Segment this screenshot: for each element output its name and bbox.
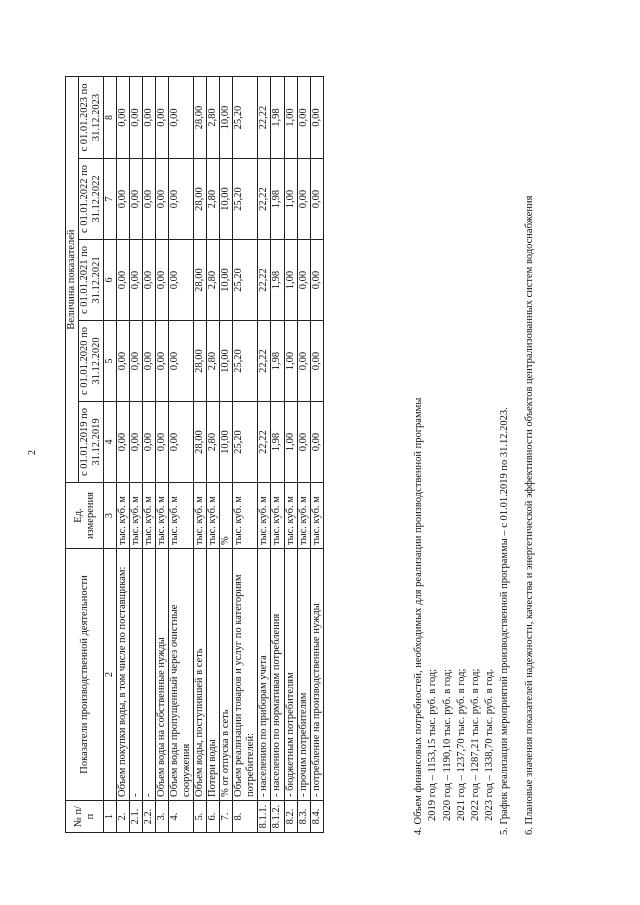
row-value: 2,80 (207, 159, 220, 240)
table-row (233, 77, 258, 833)
row-value: 22,22 (258, 159, 271, 240)
row-value: 22,22 (258, 402, 271, 483)
row-value: 0,00 (116, 402, 129, 483)
table-row (142, 77, 155, 833)
row-value: 0,00 (155, 159, 168, 240)
row-unit: тыс. куб. м (129, 483, 142, 549)
row-value: 1,00 (284, 240, 297, 321)
row-value: 2,80 (207, 321, 220, 402)
row-value: 0,00 (142, 402, 155, 483)
table-row (194, 77, 207, 833)
header-period-2022: с 01.01.2022 по 31.12.2022 (79, 159, 104, 240)
note-year-2022: 2022 год – 1287,21 тыс. руб. в год; (470, 668, 482, 821)
row-unit: тыс. куб. м (233, 483, 258, 549)
row-indicator: Потери воды (207, 549, 220, 801)
row-value: 25,20 (233, 240, 258, 321)
column-index: 8 (104, 77, 117, 159)
table-row (207, 77, 220, 833)
row-value: 0,00 (142, 321, 155, 402)
row-value: 0,00 (297, 77, 310, 159)
row-unit: % (220, 483, 233, 549)
header-values-group: Величина показателей (66, 77, 79, 483)
row-value: 10,00 (220, 77, 233, 159)
row-value: 1,00 (284, 77, 297, 159)
note-item-4: 4. Объем финансовых потребностей, необходимых для реализации производственной программы (413, 397, 424, 835)
row-unit: тыс. куб. м (297, 483, 310, 549)
row-number: 8.4. (310, 801, 323, 833)
row-value: 0,00 (129, 240, 142, 321)
table-row (258, 77, 271, 833)
note-item-6: 6. Плановые значения показателей надежности, качества и энергетической эффективности объектов централизованных систем водоснабжения (524, 195, 536, 835)
row-value: 0,00 (168, 159, 193, 240)
row-value: 25,20 (233, 321, 258, 402)
table-row (116, 77, 129, 833)
row-value: 0,00 (142, 159, 155, 240)
row-unit: тыс. куб. м (168, 483, 193, 549)
table-row (220, 77, 233, 833)
row-value: 10,00 (220, 321, 233, 402)
row-value: 1,98 (271, 321, 284, 402)
row-number: 7. (220, 801, 233, 833)
row-number: 4. (168, 801, 193, 833)
row-value: 10,00 (220, 159, 233, 240)
page-number: 2 (27, 450, 38, 455)
row-value: 25,20 (233, 159, 258, 240)
row-value: 1,00 (284, 321, 297, 402)
row-number: 5. (194, 801, 207, 833)
row-value: 0,00 (129, 321, 142, 402)
table-row (284, 77, 297, 833)
row-indicator: - бюджетным потребителям (284, 549, 297, 801)
row-indicator: Объем воды на собственные нужды (155, 549, 168, 801)
note-year-2019: 2019 год – 1153,15 тыс. руб. в год; (427, 668, 439, 821)
row-indicator: Объем реализации товаров и услуг по категориям потребителей: (233, 549, 258, 801)
header-period-2020: с 01.01.2020 по 31.12.2020 (79, 321, 104, 402)
row-value: 2,80 (207, 77, 220, 159)
row-value: 0,00 (116, 240, 129, 321)
row-value: 0,00 (297, 240, 310, 321)
row-value: 0,00 (142, 240, 155, 321)
row-value: 1,98 (271, 240, 284, 321)
table-row (310, 77, 323, 833)
row-value: 22,22 (258, 77, 271, 159)
row-number: 6. (207, 801, 220, 833)
row-indicator: - населению по нормативам потребления (271, 549, 284, 801)
note-year-2020: 2020 год – 1190,10 тыс. руб. в год; (441, 668, 453, 821)
row-value: 28,00 (194, 321, 207, 402)
header-unit: Ед. измерения (66, 483, 104, 549)
row-value: 0,00 (297, 159, 310, 240)
row-value: 0,00 (155, 321, 168, 402)
header-row-1 (66, 77, 79, 833)
table-body (116, 77, 323, 833)
row-indicator: % от отпуска в сеть (220, 549, 233, 801)
row-value: 1,98 (271, 159, 284, 240)
column-index-row (104, 77, 117, 833)
column-index: 6 (104, 240, 117, 321)
notes-section (412, 55, 537, 835)
row-value: 28,00 (194, 77, 207, 159)
row-number: 8. (233, 801, 258, 833)
row-value: 0,00 (129, 159, 142, 240)
row-value: 10,00 (220, 240, 233, 321)
row-number: 2. (116, 801, 129, 833)
row-indicator: - (142, 549, 155, 801)
note-item-5: 5. График реализации мероприятий производственной программы – с 01.01.2019 по 31.12.2023. (498, 407, 510, 835)
row-value: 22,22 (258, 240, 271, 321)
row-number: 8.2. (284, 801, 297, 833)
row-indicator: Объем воды, поступившей в сеть (194, 549, 207, 801)
row-unit: тыс. куб. м (207, 483, 220, 549)
row-value: 0,00 (297, 321, 310, 402)
row-value: 0,00 (142, 77, 155, 159)
row-value: 0,00 (310, 240, 323, 321)
table-row (297, 77, 310, 833)
row-number: 8.3. (297, 801, 310, 833)
column-index: 3 (104, 483, 117, 549)
row-value: 0,00 (168, 77, 193, 159)
row-value: 25,20 (233, 77, 258, 159)
row-value: 0,00 (310, 321, 323, 402)
row-value: 0,00 (168, 240, 193, 321)
row-number: 2.1. (129, 801, 142, 833)
table-row (129, 77, 142, 833)
row-indicator: - потребление на производственные нужды (310, 549, 323, 801)
row-indicator: - прочим потребителям (297, 549, 310, 801)
row-value: 22,22 (258, 321, 271, 402)
column-index: 2 (104, 549, 117, 801)
table-row (155, 77, 168, 833)
row-value: 0,00 (168, 402, 193, 483)
row-value: 25,20 (233, 402, 258, 483)
note-year-2023: 2023 год – 1338,70 тыс. руб. в год. (484, 668, 496, 821)
row-value: 2,80 (207, 402, 220, 483)
column-index: 4 (104, 402, 117, 483)
row-value: 0,00 (129, 402, 142, 483)
row-indicator: Объем покупки воды, в том числе по поставщикам: (116, 549, 129, 801)
row-value: 0,00 (155, 402, 168, 483)
row-value: 0,00 (116, 159, 129, 240)
row-number: 3. (155, 801, 168, 833)
row-value: 1,00 (284, 159, 297, 240)
row-value: 0,00 (168, 321, 193, 402)
column-index: 1 (104, 801, 117, 833)
row-value: 1,98 (271, 402, 284, 483)
row-value: 1,00 (284, 402, 297, 483)
row-value: 28,00 (194, 240, 207, 321)
header-indicator: Показатели производственной деятельности (66, 549, 104, 801)
row-value: 28,00 (194, 402, 207, 483)
row-number: 8.1.2. (271, 801, 284, 833)
row-unit: тыс. куб. м (310, 483, 323, 549)
production-indicators-table (65, 76, 324, 833)
row-unit: тыс. куб. м (194, 483, 207, 549)
row-number: 2.2. (142, 801, 155, 833)
column-index: 7 (104, 159, 117, 240)
row-unit: тыс. куб. м (284, 483, 297, 549)
row-unit: тыс. куб. м (142, 483, 155, 549)
note-year-2021: 2021 год – 1237,70 тыс. руб. в год; (455, 668, 467, 821)
row-indicator: - населению по приборам учета (258, 549, 271, 801)
row-value: 0,00 (310, 402, 323, 483)
row-value: 28,00 (194, 159, 207, 240)
header-period-2021: с 01.01.2021 по 31.12.2021 (79, 240, 104, 321)
row-value: 0,00 (116, 77, 129, 159)
header-period-2023: с 01.01.2023 по 31.12.2023 (79, 77, 104, 159)
row-value: 0,00 (155, 77, 168, 159)
row-number: 8.1.1. (258, 801, 271, 833)
row-value: 0,00 (297, 402, 310, 483)
row-value: 0,00 (116, 321, 129, 402)
row-value: 10,00 (220, 402, 233, 483)
row-value: 1,98 (271, 77, 284, 159)
table-row (168, 77, 193, 833)
row-value: 0,00 (155, 240, 168, 321)
row-indicator: - (129, 549, 142, 801)
column-index: 5 (104, 321, 117, 402)
header-num: № п/п (66, 801, 104, 833)
row-value: 0,00 (129, 77, 142, 159)
table-row (271, 77, 284, 833)
header-period-2019: с 01.01.2019 по 31.12.2019 (79, 402, 104, 483)
row-unit: тыс. куб. м (271, 483, 284, 549)
row-indicator: Объем воды пропущенный через очистные сооружения (168, 549, 193, 801)
row-unit: тыс. куб. м (155, 483, 168, 549)
row-unit: тыс. куб. м (258, 483, 271, 549)
row-value: 2,80 (207, 240, 220, 321)
row-value: 0,00 (310, 159, 323, 240)
row-value: 0,00 (310, 77, 323, 159)
row-unit: тыс. куб. м (116, 483, 129, 549)
